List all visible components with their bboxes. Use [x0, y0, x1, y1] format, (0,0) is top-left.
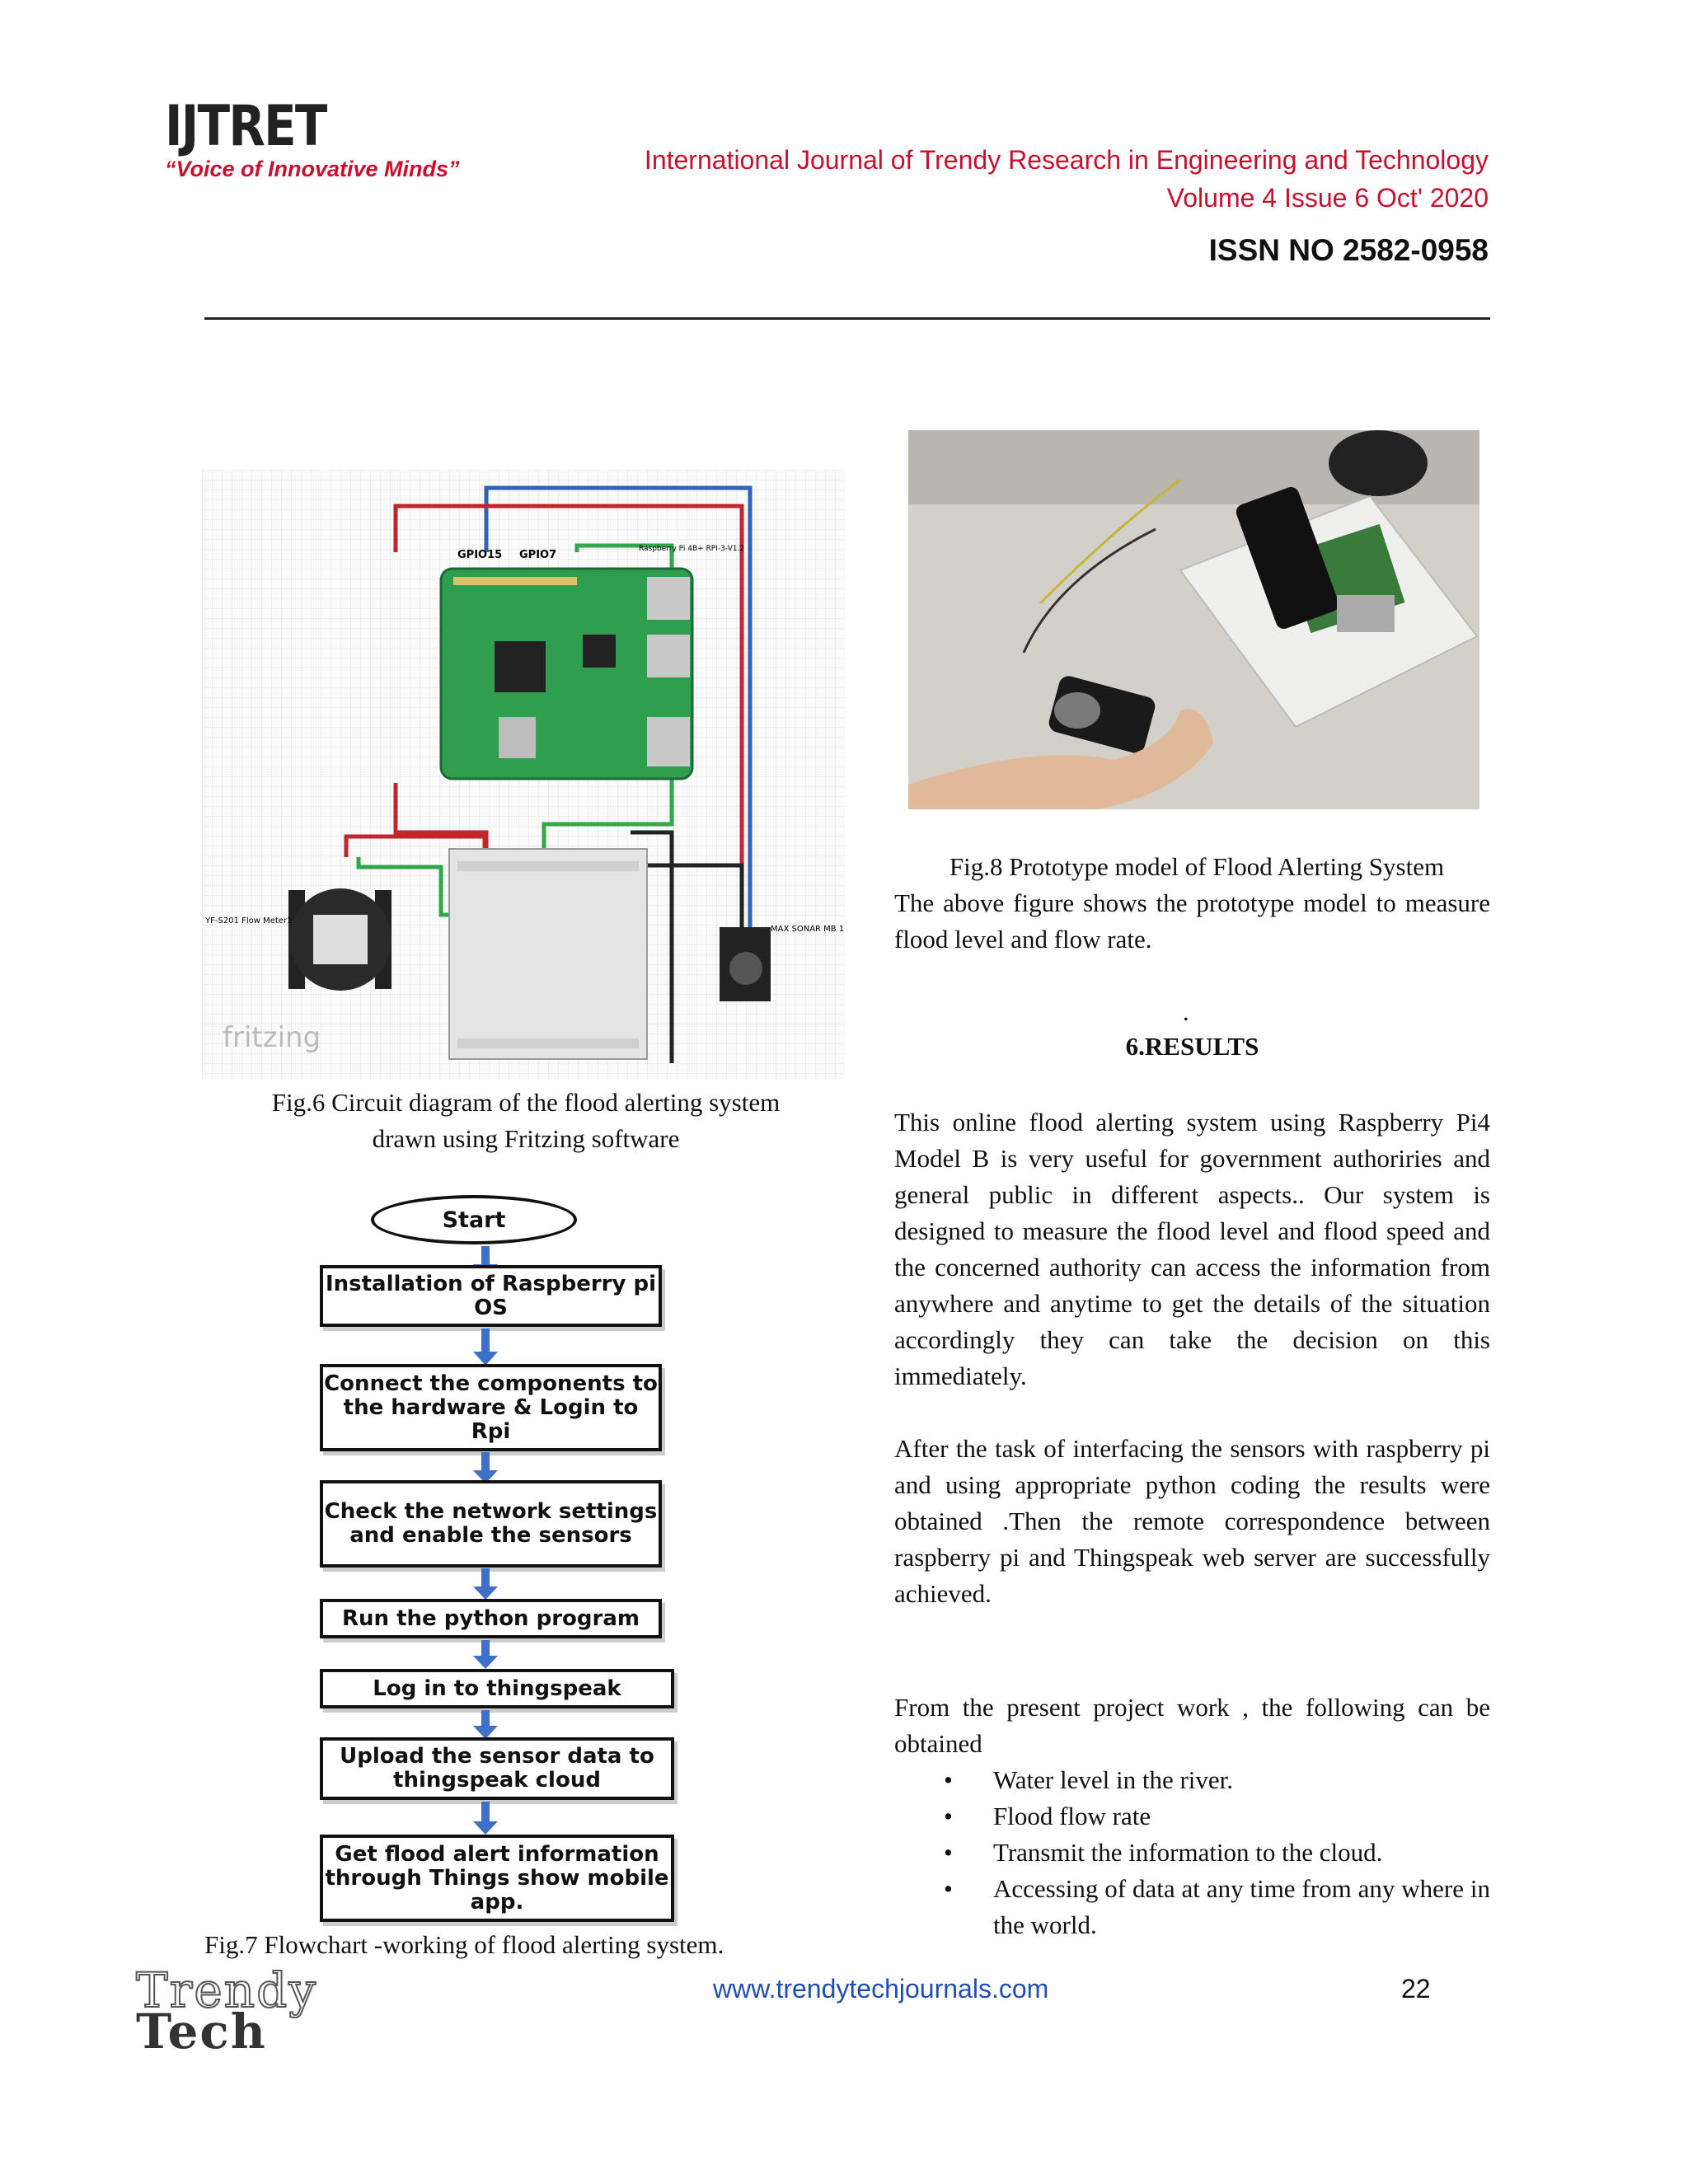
- flowchart-start: Start: [371, 1195, 577, 1244]
- flowchart-step: Log in to thingspeak: [320, 1669, 674, 1708]
- volume-issue: Volume 4 Issue 6 Oct' 2020: [1166, 183, 1489, 213]
- logo-mark: IJTRET: [165, 94, 326, 159]
- gpio7-label: GPIO7: [519, 549, 557, 561]
- flowchart-step: Upload the sensor data to thingspeak cloud: [320, 1737, 674, 1800]
- flowchart-arrow: [473, 1640, 498, 1669]
- rpi-label: Raspberry Pi 4B+ RPI-3-V1.2: [639, 545, 745, 553]
- flowchart-arrow: [473, 1452, 498, 1483]
- figure6-caption-line1: Fig.6 Circuit diagram of the flood alerting system: [271, 1088, 781, 1117]
- issn: ISSN NO 2582-0958: [1208, 233, 1489, 267]
- bullet-symbol: •: [944, 1765, 953, 1794]
- stray-dot: .: [1183, 997, 1189, 1026]
- flowchart-arrow: [473, 1329, 498, 1366]
- results-paragraph-3: From the present project work , the following can be obtained: [894, 1693, 1490, 1758]
- results-paragraph-1: This online flood alerting system using Raspberry Pi4 Model B is very useful for government authoriries and general public in different aspects.. Our system is designed to measure the flood level and flood speed and the concerned authority can access the information from anywhere and anytime to get the details of the situation accordingly they can take the decision on this immediately.: [894, 1108, 1490, 1390]
- trendy-tech-logo: [136, 1962, 326, 2060]
- flowchart-step: Installation of Raspberry pi OS: [320, 1265, 662, 1327]
- journal-logo: [165, 94, 462, 190]
- bullet-item: Flood flow rate: [993, 1802, 1151, 1830]
- flowchart-arrow: [473, 1710, 498, 1739]
- figure-prototype-photo: [908, 430, 1479, 809]
- logo-tagline: “Voice of Innovative Minds”: [165, 157, 460, 181]
- journal-website-link[interactable]: www.trendytechjournals.com: [713, 1974, 1049, 2004]
- flowchart-step: Run the python program: [320, 1599, 662, 1638]
- circuit-svg: [202, 470, 845, 1080]
- bullet-item: Transmit the information to the cloud.: [993, 1838, 1383, 1867]
- sonar-label: MAX SONAR MB 1: [771, 925, 845, 934]
- bullet-item: Accessing of data at any time from any where in the world.: [993, 1874, 1490, 1939]
- figure6-caption-line2: drawn using Fritzing software: [372, 1124, 680, 1153]
- flowchart-step: Connect the components to the hardware & Login to Rpi: [320, 1364, 662, 1451]
- section-heading: 6.RESULTS: [1125, 1032, 1259, 1061]
- logo-line-tech: Tech: [136, 2004, 267, 2060]
- gpio15-label: GPIO15: [457, 549, 503, 561]
- logo-line-trendy: Trendy: [136, 1962, 317, 2018]
- bullet-symbol: •: [944, 1802, 953, 1830]
- flowchart-step: Check the network settings and enable the sensors: [320, 1480, 662, 1568]
- flowchart-step: Get flood alert information through Things show mobile app.: [320, 1835, 674, 1922]
- figure6-caption: [204, 1085, 847, 1157]
- bullet-item: Water level in the river.: [993, 1765, 1234, 1794]
- figure8-caption: Fig.8 Prototype model of Flood Alerting System: [949, 852, 1445, 881]
- bullet-symbol: •: [944, 1838, 953, 1867]
- flowchart-arrow: [473, 1568, 498, 1600]
- flow-meter-label: YF-S201 Flow Meter1: [205, 916, 293, 926]
- figure7-caption: Fig.7 Flowchart -working of flood alerting system.: [204, 1930, 724, 1959]
- header-rule: [204, 317, 1490, 320]
- bullet-symbol: •: [944, 1874, 953, 1903]
- page-number: 22: [1401, 1974, 1431, 2004]
- figure8-description: The above figure shows the prototype model to measure flood level and flow rate.: [894, 888, 1490, 954]
- results-paragraph-2: After the task of interfacing the sensors with raspberry pi and using appropriate python coding the results were obtained .Then the remote correspondence between raspberry pi and Thingspeak web server are successfully achieved.: [894, 1434, 1490, 1608]
- journal-title: International Journal of Trendy Research in Engineering and Technology: [644, 145, 1489, 175]
- flowchart-arrow: [473, 1802, 498, 1835]
- prototype-photo-svg: [908, 430, 1479, 809]
- figure-circuit-diagram: [202, 470, 845, 1080]
- fritzing-watermark: fritzing: [223, 1021, 321, 1054]
